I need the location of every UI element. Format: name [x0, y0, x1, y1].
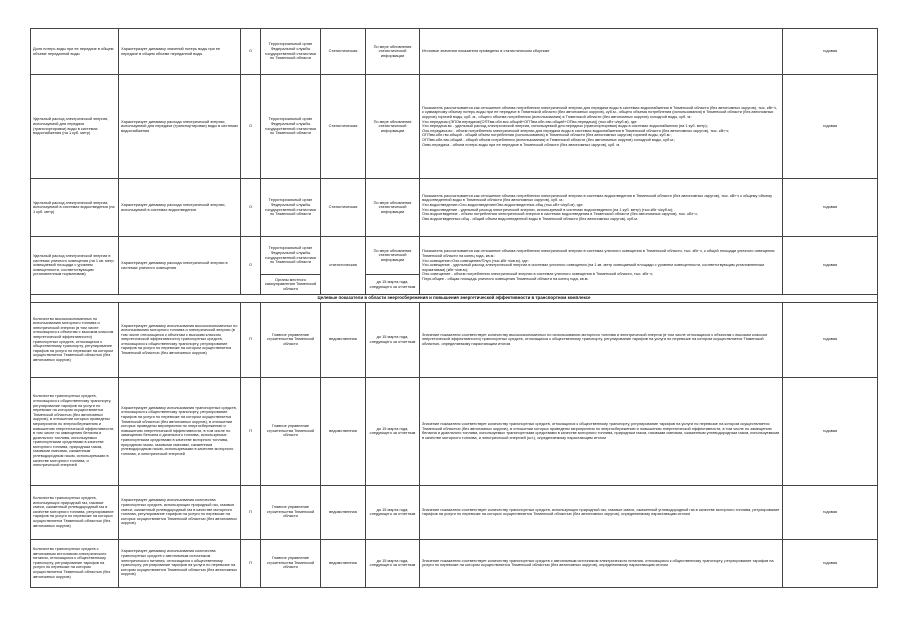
method-cell: Значение показателя соответствует количеству транспортных средств, использующих природный газ, газовые смеси, сжиженный углеводородный газ в качестве моторного топлива, регулирование тарифов на услуги по перевозке на которых осуществляется Тюменской областью (без автономных округов), определяемому нарастающим итогом [420, 485, 783, 539]
period-cell: годовая [783, 75, 878, 179]
source-cell: ведомственная [321, 377, 366, 485]
table-row [31, 29, 878, 75]
table-row [31, 179, 878, 237]
code-cell: O [241, 75, 261, 179]
responsible-cell: Главное управление строительства Тюменской области [261, 302, 321, 377]
period-cell: годовая [783, 29, 878, 75]
source-cell: Статистическая [321, 29, 366, 75]
method-cell: Значение показателя соответствует количеству транспортных средств с автономным источником электрического питания, относящихся к общественному транспорту, регулирование тарифов на услуги по перевозке на котором осуществляется Тюменской областью (без автономных округов), определяемому нарастающим итогом [420, 539, 783, 587]
deadline-cell: до 15 марта года, следующего за отчетным [366, 302, 420, 377]
source-cell: ведомственная [321, 485, 366, 539]
source-cell: ведомственная [321, 539, 366, 587]
method-cell: Показатель рассчитывается как отношение объема потребления электрической энергии для передачи воды в системах водоснабжения в Тюменской области (без автономных округов), тыс. кВт·ч, к суммарному объему потерь воды при ее передаче в Тюменской области (без автономных округов), куб.м., общего объема потребления (использования) в Тюменской области (без автономных округов) горячей воды, куб. м., общего объема потребления (использования) в Тюменской области (без автономных округов) холодной воды, куб. м.: Уэо.передача=(ЭПОв.передача/(ОПТвм.обл.всс.общий+ОПТвм.обл.хвс.общий+ОПвс.передача)) (тыс.кВт·ч/куб.м), где: Уэо.передача.вс - удельный расход электрической энергии, используемой для передачи (транспортировки) воды в системах водоснабжения (на 1 куб. метр); Оэо.передача.вс - объем потребления электрической энергии для передачи воды в системах водоснабжения в Тюменской области (без автономных округов), тыс. кВт·ч; ОПТвм.обл.гвс.общий - общий объем потребления (использования) в Тюменской области (без автономных округов) горячей воды, куб.м.; ОПТвм.обл.хвс.общий - общий объем потребления (использования) в Тюменской области (без автономных округов) холодной воды, куб.м.; Опвс.передача - объем потерь воды при ее передаче в Тюменской области (без автономных округов), куб. м. [420, 75, 783, 179]
indicator-name-cell: Удельный расход электрической энергии, используемой для передачи (транспортировки) воды в системах водоснабжения (на 1 куб. метр) [31, 75, 119, 179]
characteristic-cell: Характеризует динамику использования высокоэкономичных по использованию моторного топлива и электрической энергии (в том числе относящихся к объектам с высоким классом энергетической эффективности) транспортных средств, относящихся к общественному транспорту, регулирование тарифов на услуги по перевозке на котором осуществляется Тюменской областью (без автономных округов) [119, 302, 241, 377]
table-row [31, 539, 878, 587]
table-row [31, 377, 878, 485]
method-cell: Значение показателя соответствует количеству транспортных средств, относящихся к общественному транспорту, регулирование тарифов на услуги по перевозке на котором осуществляется Тюменской областью (без автономных округов), в отношении которых проведены мероприятия по энергосбережению и повышению энергетической эффективности, в том числе по замещению бензина и дизельного топлива, используемых транспортными средствами в качестве моторного топлива, природным газом, газовыми смесями, сжиженным углеводородным газом, используемыми в качестве моторного топлива, и электрической энергией (шт.), определяемому нарастающим итогом [420, 377, 783, 485]
characteristic-cell: Характеризует динамику расхода электрической энергии, используемой для передачи (транспортировки) воды в системах водоснабжения [119, 75, 241, 179]
indicator-name-cell: Удельный расход электрической энергии, используемой в системах водоотведения (на 1 куб. метр) [31, 179, 119, 237]
characteristic-cell: Характеризует динамику использования количества транспортных средств, использующих природный газ, газовые смеси, сжиженный углеводородный газ в качестве моторного топлива, регулирование тарифов на услуги по перевозке на которых осуществляется Тюменской областью (без автономных округов) [119, 485, 241, 539]
period-cell: годовая [783, 237, 878, 295]
period-cell: годовая [783, 302, 878, 377]
deadline-cell: По мере обновления статистической информации [366, 237, 420, 275]
characteristic-cell: Характеризует динамику значений потерь воды при ее передаче в общем объеме переданной воды [119, 29, 241, 75]
characteristic-cell: Характеризует динамику использования количества транспортных средств с автономным источником электрического питания, относящихся к общественному транспорту, регулирование тарифов на услуги по перевозке на котором осуществляется Тюменской областью (без автономных округов) [119, 539, 241, 587]
table-row [31, 75, 878, 179]
code-cell: O [241, 179, 261, 237]
deadline-cell: По мере обновления статистической информации [366, 179, 420, 237]
method-cell: Итоговые значения показателя приведены в статистическом сборнике [420, 29, 783, 75]
code-cell: O [241, 29, 261, 75]
section-title: Целевые показатели в области энергосбережения и повышения энергетической эффективности в транспортном комплексе [31, 295, 878, 303]
method-cell: Показатель рассчитывается как отношение объема потребления электрической энергии в системах водоотведения в Тюменской области (без автономных округов), тыс. кВт·ч к общему объему водоотведенной воды в Тюменской области (без автономных округов), куб. м.: Уэо.водоотведение=Оэо.водоотведение/Ово.водоотведенных.общ (тыс.кВт·ч/куб.м), где: Уэо.водоотведение - удельный расход электрической энергии, используемой в системах водоотведения (на 1 куб. метр) (тыс.кВт·ч/куб.м); Оэо.водоотведение - объем потребления электрической энергии в системах водоотведения в Тюменской области (без автономных округов), тыс. кВт·ч; Ово.водоотведенных.общ - общий объем водоотведенной воды в Тюменской области (без автономных округов), куб.м. [420, 179, 783, 237]
responsible-cell: Главное управление строительства Тюменской области [261, 377, 321, 485]
source-cell: Статистическая [321, 75, 366, 179]
source-cell: ведомственная [321, 302, 366, 377]
characteristic-cell: Характеризует динамику расхода электрической энергии, используемой в системах водоотведения [119, 179, 241, 237]
code-cell: O [241, 237, 261, 295]
source-cell: Статистическая [321, 179, 366, 237]
deadline-cell: По мере обновления статистической информации [366, 75, 420, 179]
deadline-cell: до 15 марта года, следующего за отчетным [366, 377, 420, 485]
deadline-cell: до 15 марта года, следующего за отчетным [366, 275, 420, 295]
deadline-cell: до 15 марта года, следующего за отчетным [366, 485, 420, 539]
method-cell: Показатель рассчитывается как отношение объема потребления электрической энергии в системах уличного освещения в Тюменской области, тыс. кВт·ч, к общей площади уличного освещения Тюменской области на конец года, кв.м.: Уэо.освещение=Оэо.освещение/Плуо (тыс.кВт·ч/кв.м), где: Уэо.освещение - удельный расход электрической энергии в системах уличного освещения (на 1 кв. метр освещаемой площади с уровнем освещенности, соответствующим установленным нормативам) (кВт·ч/кв.м); Оэо.освещение - объем потребления электрической энергии в системах уличного освещения в Тюменской области, тыс. кВт·ч; Плуо.общее - общая площадь уличного освещения Тюменской области на конец года, кв.м. [420, 237, 783, 295]
code-cell: П [241, 539, 261, 587]
indicator-name-cell: Удельный расход электрической энергии в системах уличного освещения (на 1 кв. метр освещаемой площади с уровнем освещенности, соответствующим установленным нормативам) [31, 237, 119, 295]
code-cell: П [241, 485, 261, 539]
code-cell: П [241, 377, 261, 485]
table-row [31, 237, 878, 275]
period-cell: годовая [783, 377, 878, 485]
responsible-cell: Органы местного самоуправления Тюменской области [261, 275, 321, 295]
table-row [31, 485, 878, 539]
code-cell: П [241, 302, 261, 377]
responsible-cell: Территориальный орган Федеральной службы государственной статистики по Тюменской области [261, 237, 321, 275]
deadline-cell: до 15 марта года, следующего за отчетным [366, 539, 420, 587]
responsible-cell: Территориальный орган Федеральной службы государственной статистики по Тюменской области [261, 29, 321, 75]
indicators-table [30, 28, 878, 588]
indicator-name-cell: Количество высокоэкономичных по использованию моторного топлива и электрической энергии (в том числе относящихся к объектам с высоким классом энергетической эффективности) транспортных средств, относящихся к общественному транспорту, регулирование тарифов на услуги по перевозке на котором осуществляется Тюменской областью (без автономных округов) [31, 302, 119, 377]
period-cell: годовая [783, 539, 878, 587]
indicator-name-cell: Количество транспортных средств с автономным источником электрического питания, относящихся к общественному транспорту, регулирование тарифов на услуги по перевозке на котором осуществляется Тюменской областью (без автономных округов) [31, 539, 119, 587]
source-cell: статистическая [321, 237, 366, 295]
deadline-cell: По мере обновления статистической информации [366, 29, 420, 75]
indicator-name-cell: Количество транспортных средств, относящихся к общественному транспорту, регулирование тарифов на услуги по перевозке на котором осуществляется Тюменской областью (без автономных округов), в отношении которых проведены мероприятия по энергосбережению и повышению энергетической эффективности, в том числе по замещению бензина и дизельного топлива, используемых транспортными средствами в качестве моторного топлива, природным газом, газовыми смесями, сжиженным углеводородным газом, используемыми в качестве моторного топлива, и электрической энергией [31, 377, 119, 485]
table-row [31, 302, 878, 377]
responsible-cell: Главное управление строительства Тюменской области [261, 539, 321, 587]
section-header-row [31, 295, 878, 303]
indicator-name-cell: Доля потерь воды при ее передаче в общем объеме переданной воды [31, 29, 119, 75]
indicator-name-cell: Количество транспортных средств, использующих природный газ, газовые смеси, сжиженный углеводородный газ в качестве моторного топлива, регулирование тарифов на услуги по перевозке на которых осуществляется Тюменской областью (без автономных округов) [31, 485, 119, 539]
responsible-cell: Главное управление строительства Тюменской области [261, 485, 321, 539]
method-cell: Значение показателя соответствует количеству высокоэкономичных по использованию моторного топлива и электрической энергии (в том числе относящихся к объектам с высоким классом энергетической эффективности) транспортных средств, относящихся к общественному транспорту, регулирование тарифов на услуги по перевозке на котором осуществляется Тюменской областью, определяемому нарастающим итогом [420, 302, 783, 377]
characteristic-cell: Характеризует динамику расхода электрической энергии в системах уличного освещения [119, 237, 241, 295]
period-cell: годовая [783, 179, 878, 237]
responsible-cell: Территориальный орган Федеральной службы государственной статистики по Тюменской области [261, 75, 321, 179]
characteristic-cell: Характеризует динамику использования транспортных средств, относящихся к общественному транспорту, регулирование тарифов на услуги по перевозке на котором осуществляется Тюменской областью (без автономных округов), в отношении которых проведены мероприятия по энергосбережению и повышению энергетической эффективности, в том числе по замещению бензина и дизельного топлива, используемых транспортными средствами в качестве моторного топлива, природным газом, газовыми смесями, сжиженным углеводородным газом, используемыми в качестве моторного топлива, и электрической энергией [119, 377, 241, 485]
period-cell: годовая [783, 485, 878, 539]
responsible-cell: Территориальный орган Федеральной службы государственной статистики по Тюменской области [261, 179, 321, 237]
